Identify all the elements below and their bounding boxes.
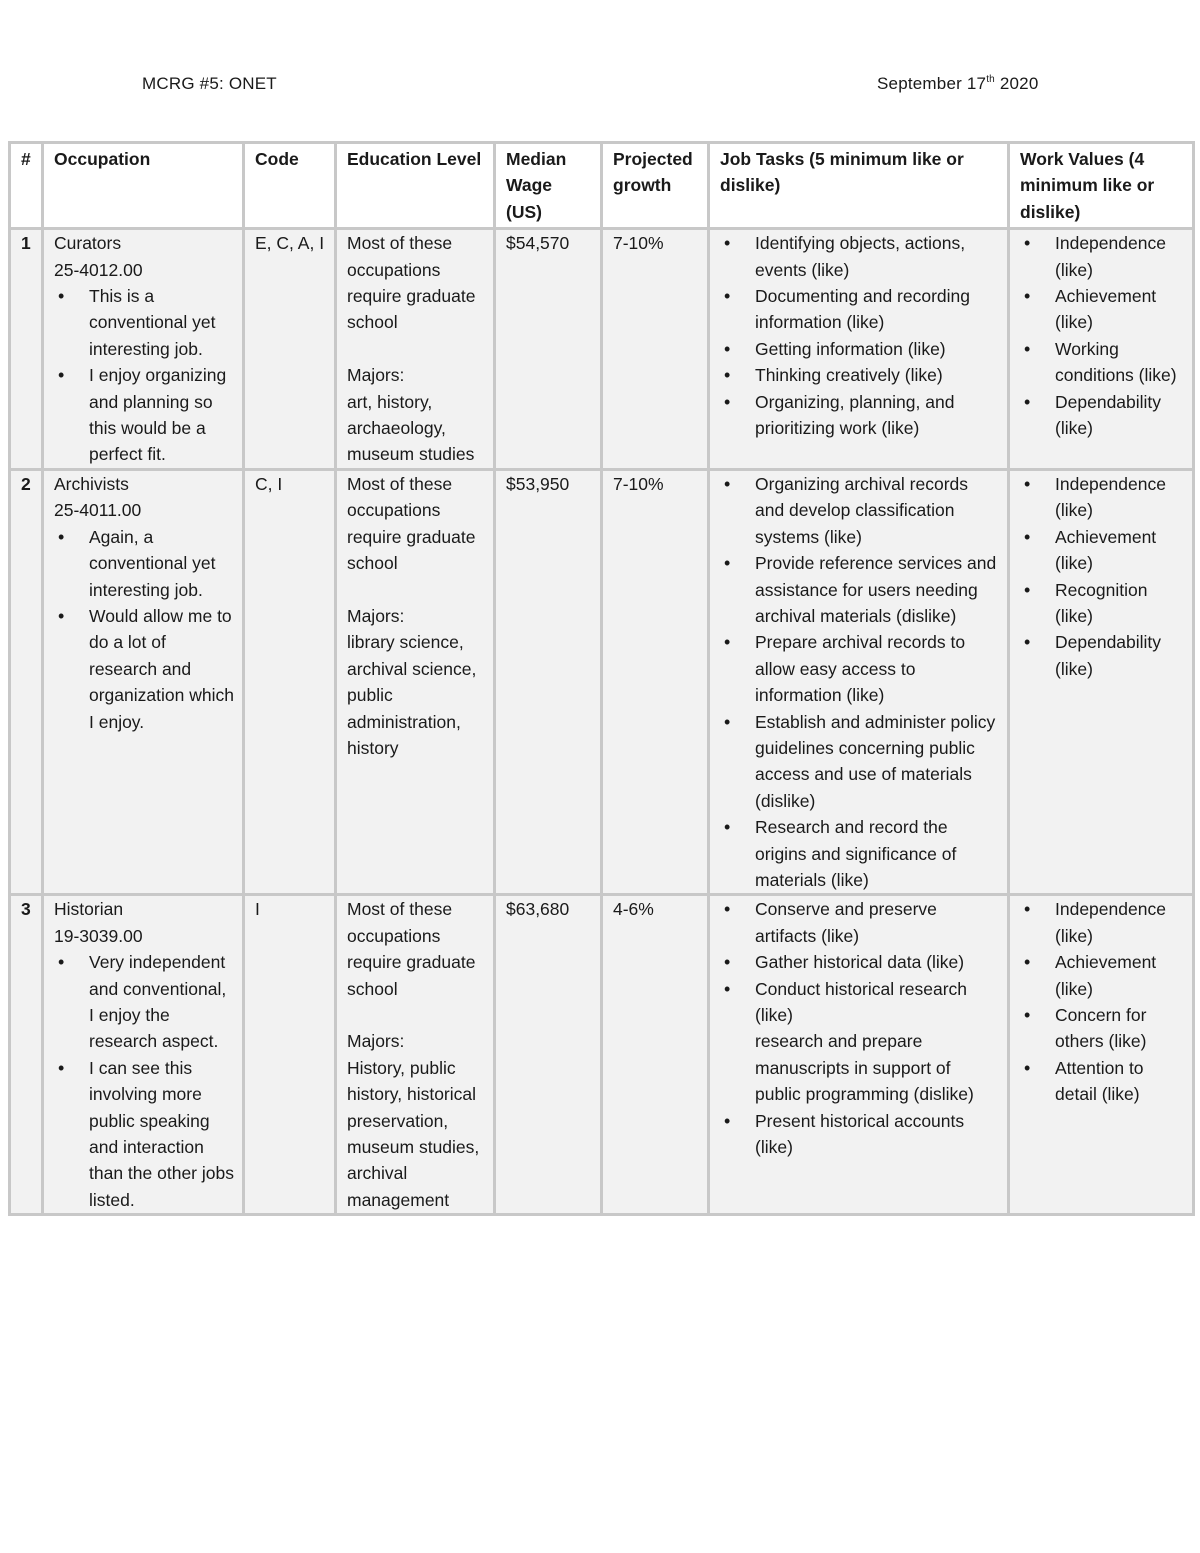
- occupation-cell: [43, 229, 244, 470]
- table-row: [10, 229, 1194, 470]
- list-item: • Would allow me to do a lot of research and organization which I enjoy.: [54, 603, 234, 735]
- education-text: Most of these occupations require graduate school: [347, 233, 476, 333]
- education-text: Most of these occupations require graduate school: [347, 899, 476, 999]
- date-text: September 17: [877, 74, 987, 93]
- list-item: • Achievement (like): [1020, 283, 1184, 336]
- row-number: 2: [10, 469, 43, 895]
- majors-text: library science, archival science, public administration, history: [347, 632, 477, 758]
- list-item: • Again, a conventional yet interesting job.: [54, 524, 234, 603]
- col-header-growth: Projected growth: [602, 143, 709, 229]
- row-number: 3: [10, 895, 43, 1215]
- code-cell: E, C, A, I: [244, 229, 336, 470]
- list-item: • Dependability (like): [1020, 389, 1184, 442]
- tasks-list: [720, 230, 999, 441]
- education-cell: [336, 469, 495, 895]
- tasks-list: [720, 471, 999, 894]
- occupation-name: Curators: [54, 233, 122, 254]
- col-header-education: Education Level: [336, 143, 495, 229]
- list-item: • Recognition (like): [1020, 577, 1184, 630]
- occupation-notes: [54, 283, 234, 468]
- list-item: • Prepare archival records to allow easy access to information (like): [720, 629, 999, 708]
- list-item: • Getting information (like): [720, 336, 999, 362]
- list-item: • Working conditions (like): [1020, 336, 1184, 389]
- list-item: • Independence (like): [1020, 230, 1184, 283]
- list-item: • Provide reference services and assistance for users needing archival materials (dislike): [720, 550, 999, 629]
- tasks-list: [720, 896, 999, 1160]
- occupation-cell: [43, 895, 244, 1215]
- table-header-row: [10, 143, 1194, 229]
- growth-cell: 7-10%: [602, 469, 709, 895]
- list-item: • Present historical accounts (like): [720, 1108, 999, 1161]
- tasks-cell: [709, 229, 1009, 470]
- values-list: [1020, 230, 1184, 441]
- list-item: • Dependability (like): [1020, 629, 1184, 682]
- occupation-notes: [54, 949, 234, 1213]
- majors-label: Majors:: [347, 365, 405, 386]
- list-item: research and prepare manuscripts in support of public programming (dislike): [755, 1031, 974, 1105]
- list-item: • Research and record the origins and significance of materials (like): [720, 814, 999, 893]
- list-item: • Independence (like): [1020, 896, 1184, 949]
- majors-text: art, history, archaeology, museum studies: [347, 391, 475, 465]
- list-item: • This is a conventional yet interesting job.: [54, 283, 234, 362]
- occupation-notes: [54, 524, 234, 735]
- list-item: • Gather historical data (like): [720, 949, 999, 975]
- education-cell: [336, 229, 495, 470]
- list-item: • Achievement (like): [1020, 949, 1184, 1002]
- occupation-table: [8, 141, 1195, 1216]
- values-cell: [1009, 229, 1194, 470]
- wage-cell: $54,570: [495, 229, 602, 470]
- col-header-occupation: Occupation: [43, 143, 244, 229]
- values-list: [1020, 471, 1184, 682]
- education-cell: [336, 895, 495, 1215]
- majors-label: Majors:: [347, 605, 405, 626]
- occupation-name: Archivists: [54, 473, 129, 494]
- list-item: • I can see this involving more public speaking and interaction than the other jobs listed.: [54, 1055, 234, 1213]
- growth-cell: 7-10%: [602, 229, 709, 470]
- date-superscript: th: [986, 74, 995, 85]
- date-year: 2020: [994, 74, 1039, 93]
- table-row: [10, 469, 1194, 895]
- onet-code: 25-4011.00: [54, 500, 142, 521]
- list-item: • Documenting and recording information (like): [720, 283, 999, 336]
- code-cell: C, I: [244, 469, 336, 895]
- values-cell: [1009, 895, 1194, 1215]
- majors-text: History, public history, historical preservation, museum studies, archival management: [347, 1057, 480, 1210]
- list-item: • Concern for others (like): [1020, 1002, 1184, 1055]
- wage-cell: $53,950: [495, 469, 602, 895]
- onet-code: 25-4012.00: [54, 259, 143, 280]
- list-item: • Very independent and conventional, I enjoy the research aspect.: [54, 949, 234, 1055]
- list-item: • Independence (like): [1020, 471, 1184, 524]
- onet-code: 19-3039.00: [54, 925, 143, 946]
- list-item: • Conduct historical research (like): [720, 976, 999, 1029]
- list-item: • Attention to detail (like): [1020, 1055, 1184, 1108]
- col-header-code: Code: [244, 143, 336, 229]
- document-date: [877, 74, 1039, 94]
- col-header-number: #: [10, 143, 43, 229]
- list-item: • Establish and administer policy guidelines concerning public access and use of materials (dislike): [720, 709, 999, 815]
- majors-label: Majors:: [347, 1031, 405, 1052]
- occupation-name: Historian: [54, 899, 124, 920]
- table-row: [10, 895, 1194, 1215]
- row-number: 1: [10, 229, 43, 470]
- growth-cell: 4-6%: [602, 895, 709, 1215]
- col-header-tasks: Job Tasks (5 minimum like or dislike): [709, 143, 1009, 229]
- tasks-cell: [709, 895, 1009, 1215]
- occupation-cell: [43, 469, 244, 895]
- col-header-wage: Median Wage (US): [495, 143, 602, 229]
- list-item: • Conserve and preserve artifacts (like): [720, 896, 999, 949]
- values-list: [1020, 896, 1184, 1107]
- tasks-cell: [709, 469, 1009, 895]
- list-item: • I enjoy organizing and planning so this would be a perfect fit.: [54, 362, 234, 468]
- list-item: • Organizing, planning, and prioritizing work (like): [720, 389, 999, 442]
- document-title: MCRG #5: ONET: [142, 74, 277, 93]
- list-item: • Organizing archival records and develop classification systems (like): [720, 471, 999, 550]
- list-item: • Thinking creatively (like): [720, 362, 999, 388]
- col-header-values: Work Values (4 minimum like or dislike): [1009, 143, 1194, 229]
- wage-cell: $63,680: [495, 895, 602, 1215]
- values-cell: [1009, 469, 1194, 895]
- code-cell: I: [244, 895, 336, 1215]
- list-item: • Identifying objects, actions, events (like): [720, 230, 999, 283]
- list-item: • Achievement (like): [1020, 524, 1184, 577]
- education-text: Most of these occupations require graduate school: [347, 473, 476, 574]
